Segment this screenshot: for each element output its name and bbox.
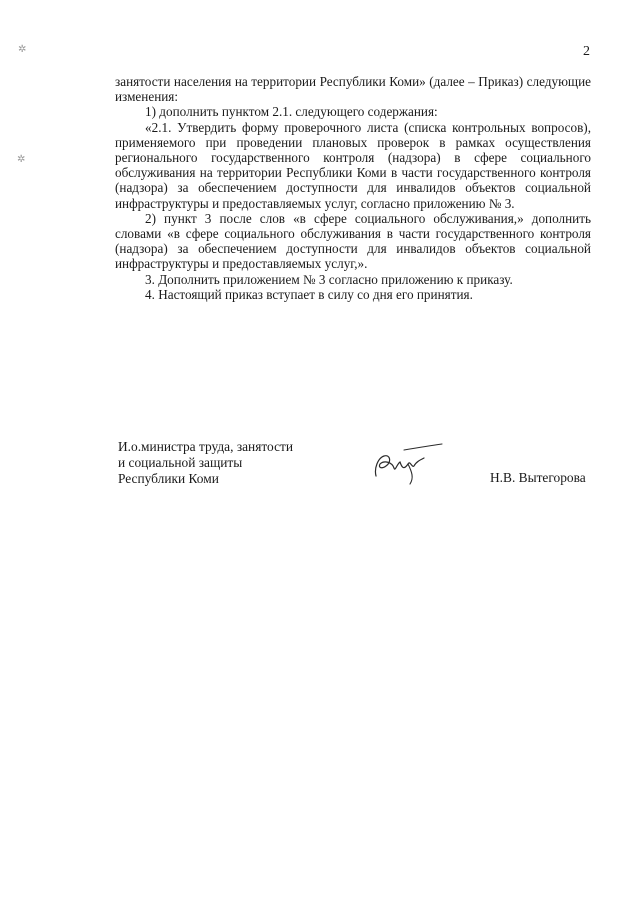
page-number: 2: [583, 44, 590, 59]
paragraph-item-4: 4. Настоящий приказ вступает в силу со дня его принятия.: [145, 286, 473, 302]
paragraph-item-3: 3. Дополнить приложением № 3 согласно приложению к приказу.: [145, 271, 513, 287]
scan-speck: ✲: [18, 44, 27, 55]
position-line: и социальной защиты: [118, 455, 243, 470]
signatory-name: Н.В. Вытегорова: [490, 470, 586, 485]
paragraph-intro: занятости населения на территории Республики Коми» (далее – Приказ) следующие изменения:: [115, 74, 591, 105]
position-line: И.о.министра труда, занятости: [118, 439, 294, 454]
paragraph-item-2-1: «2.1. Утвердить форму проверочного листа (списка контрольных вопросов), применяемого при проведении плановых проверок в рамках осуществления регионального государственного контроля (надзора) в сфере социального обслуживания на территории Республики Коми в части государственного контроля (надзора) за обеспечением доступности для инвалидов объектов социальной инфраструктуры и предоставляемых услуг, согласно приложению № 3.: [115, 119, 591, 211]
handwritten-signature: [364, 438, 448, 486]
paragraph-item-1: 1) дополнить пунктом 2.1. следующего содержания:: [145, 104, 438, 120]
document-body: [115, 74, 591, 302]
paragraph-item-2: 2) пункт 3 после слов «в сфере социального обслуживания,» дополнить словами «в сфере социального обслуживания в части государственного контроля (надзора) за обеспечением доступности для инвалидов объектов социальной инфраструктуры и предоставляемых услуг,».: [115, 210, 591, 272]
signatory-position: [118, 439, 293, 487]
scan-speck: ✲: [17, 154, 26, 165]
position-line: Республики Коми: [118, 471, 219, 486]
